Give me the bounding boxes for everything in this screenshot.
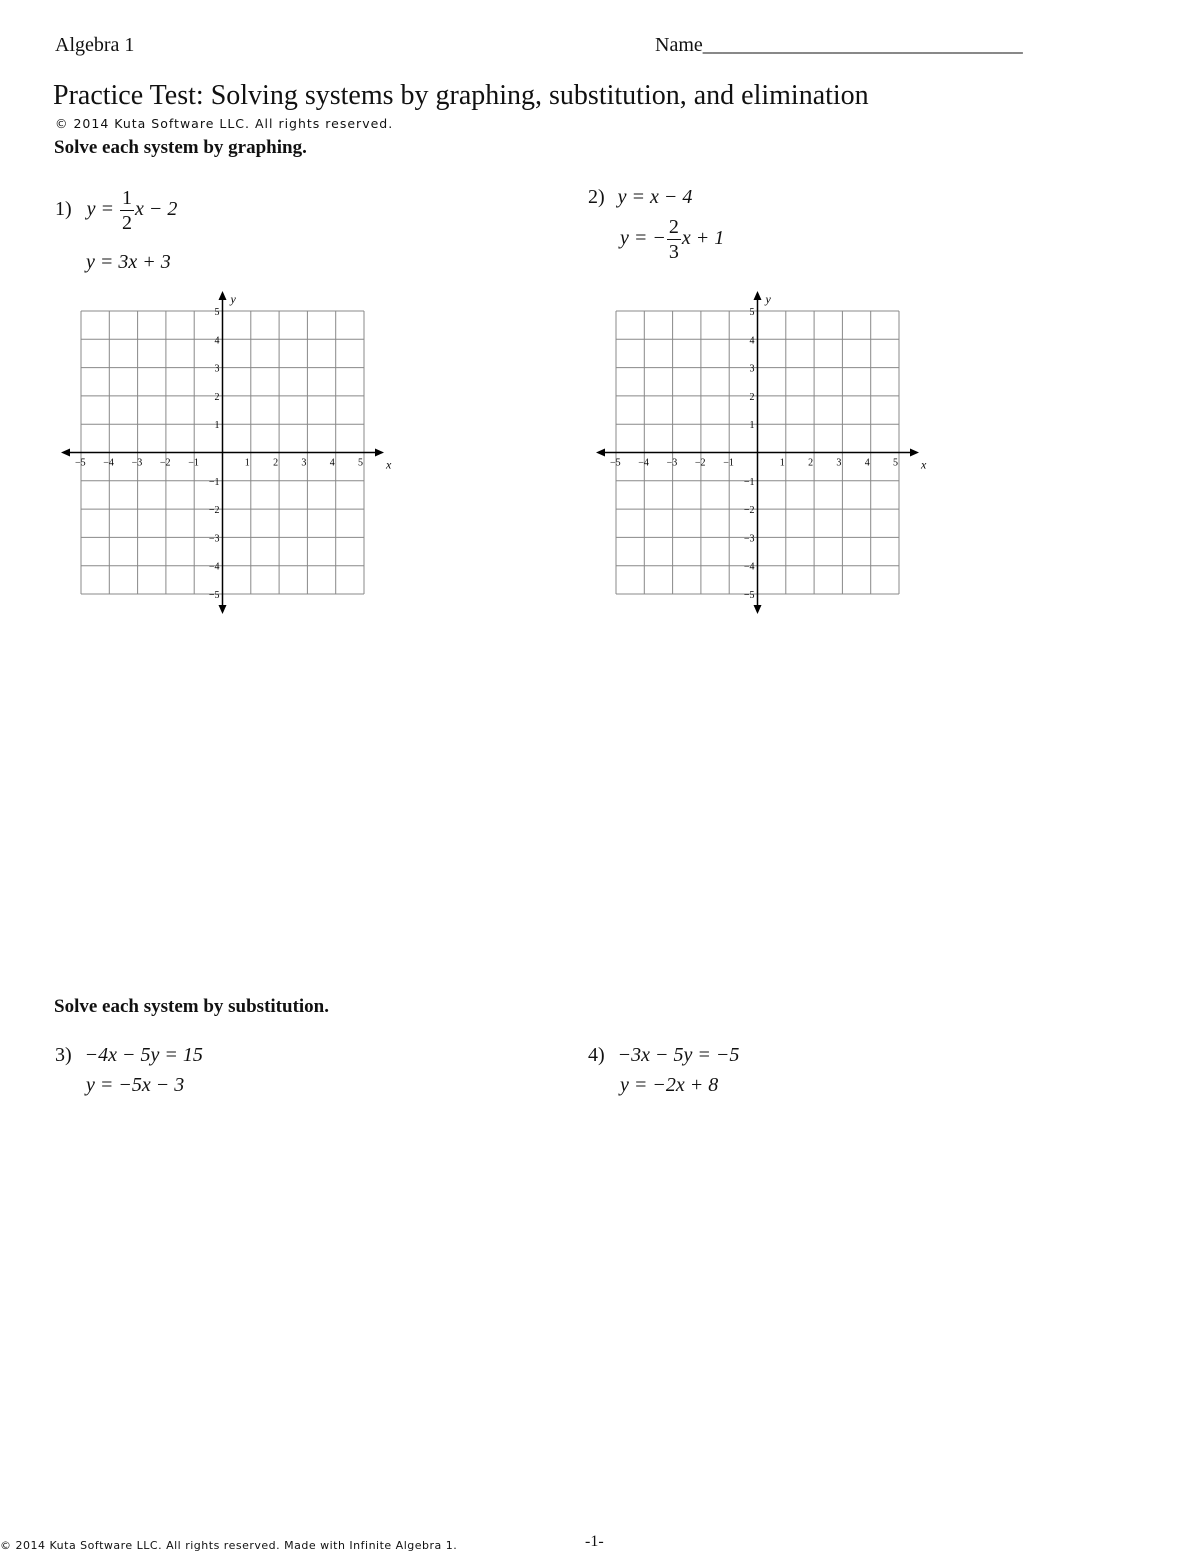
problem-4-number: 4) [588, 1044, 605, 1066]
problem-3-number: 3) [55, 1044, 72, 1066]
name-field-label: Name________________________________ [655, 34, 1023, 56]
y-tick-label: 5 [749, 307, 755, 318]
y-tick-label: 2 [749, 391, 755, 403]
x-tick-label: 3 [836, 457, 842, 469]
y-axis-label: y [230, 292, 236, 306]
problem-1-eq1 [55, 188, 177, 233]
x-tick-label: −1 [188, 457, 199, 469]
x-tick-label: 1 [779, 457, 785, 469]
x-tick-label: −5 [75, 457, 86, 469]
tick-labels [75, 307, 363, 601]
x-tick-label: −5 [610, 457, 621, 469]
x-tick-label: −2 [159, 457, 171, 469]
problem-3-eq1 [55, 1044, 203, 1067]
x-axis-arrow-right [375, 449, 384, 457]
problem-2-eq2-left: y = − [620, 227, 666, 250]
problem-1-frac-den: 2 [122, 212, 133, 234]
problem-4-eq1 [588, 1044, 739, 1067]
x-tick-label: −2 [694, 457, 706, 469]
y-axis-arrow-up [754, 291, 762, 300]
x-tick-label: 4 [864, 457, 870, 469]
page-title: Practice Test: Solving systems by graphing, substitution, and elimination [53, 80, 869, 111]
problem-2-eq1 [588, 186, 692, 209]
x-tick-label: −3 [666, 457, 678, 469]
y-tick-label: −4 [208, 561, 220, 573]
graph-problem-1[interactable] [55, 288, 395, 618]
problem-2-fraction [667, 217, 681, 262]
y-tick-label: 1 [214, 420, 220, 432]
page-number: -1- [585, 1533, 604, 1550]
y-tick-label: −2 [743, 505, 755, 517]
x-tick-label: −4 [103, 457, 114, 469]
course-name: Algebra 1 [55, 34, 135, 56]
problem-2-number: 2) [588, 186, 605, 208]
problem-3-eq2: y = −5x − 3 [86, 1074, 185, 1096]
x-tick-label: −3 [131, 457, 143, 469]
problem-1-eq2: y = 3x + 3 [86, 251, 171, 273]
section-substitution-heading: Solve each system by substitution. [54, 996, 329, 1017]
y-tick-label: 3 [749, 363, 755, 375]
footer-copyright: © 2014 Kuta Software LLC. All rights reserved. Made with Infinite Algebra 1. [0, 1539, 458, 1552]
y-tick-label: 3 [214, 363, 220, 375]
y-axis-arrow-up [219, 291, 227, 300]
problem-1-eq1-right: x − 2 [135, 198, 178, 221]
x-tick-label: 4 [329, 457, 335, 469]
x-axis-arrow-left [596, 449, 605, 457]
y-tick-label: 1 [749, 420, 755, 432]
y-tick-label: −3 [743, 533, 755, 545]
x-tick-label: −1 [723, 457, 734, 469]
x-axis-label: x [921, 457, 927, 472]
x-axis-arrow-right [910, 449, 919, 457]
x-tick-label: 2 [808, 457, 814, 469]
x-tick-label: 3 [301, 457, 307, 469]
x-tick-label: 5 [358, 457, 363, 469]
y-tick-label: 5 [214, 307, 220, 318]
problem-2-eq1-text: y = x − 4 [617, 186, 693, 208]
section-graphing-heading: Solve each system by graphing. [54, 137, 307, 158]
y-tick-label: −1 [743, 476, 755, 488]
problem-3-eq1-text: −4x − 5y = 15 [84, 1044, 203, 1066]
problem-2-eq2 [620, 217, 724, 262]
problem-2-frac-num: 2 [668, 216, 679, 238]
x-axis-arrow-left [61, 449, 70, 457]
y-tick-label: 4 [749, 335, 755, 347]
y-tick-label: −5 [743, 590, 755, 601]
x-tick-label: 5 [893, 457, 898, 469]
x-tick-label: 2 [273, 457, 279, 469]
x-tick-label: 1 [244, 457, 250, 469]
y-tick-label: −5 [208, 590, 220, 601]
y-axis-label: y [765, 292, 771, 306]
y-axis-arrow-down [754, 605, 762, 614]
problem-1-number: 1) [55, 198, 72, 221]
y-tick-label: −2 [208, 505, 220, 517]
y-tick-label: 2 [214, 391, 220, 403]
problem-1-fraction [120, 188, 134, 233]
y-tick-label: −1 [208, 476, 220, 488]
problem-4-eq1-text: −3x − 5y = −5 [617, 1044, 740, 1066]
problem-1-frac-num: 1 [122, 187, 133, 209]
header-copyright: © 2014 Kuta Software LLC. All rights reserved. [55, 116, 394, 131]
graph-problem-2[interactable] [590, 288, 930, 618]
problem-1-eq1-left: y = [86, 198, 120, 221]
x-axis-label: x [386, 457, 392, 472]
problem-2-frac-den: 3 [668, 241, 679, 263]
problem-4-eq2: y = −2x + 8 [620, 1074, 719, 1096]
y-axis-arrow-down [219, 605, 227, 614]
x-tick-label: −4 [638, 457, 649, 469]
y-tick-label: 4 [214, 335, 220, 347]
problem-2-eq2-right: x + 1 [681, 227, 725, 250]
y-tick-label: −4 [743, 561, 755, 573]
tick-labels [610, 307, 898, 601]
y-tick-label: −3 [208, 533, 220, 545]
